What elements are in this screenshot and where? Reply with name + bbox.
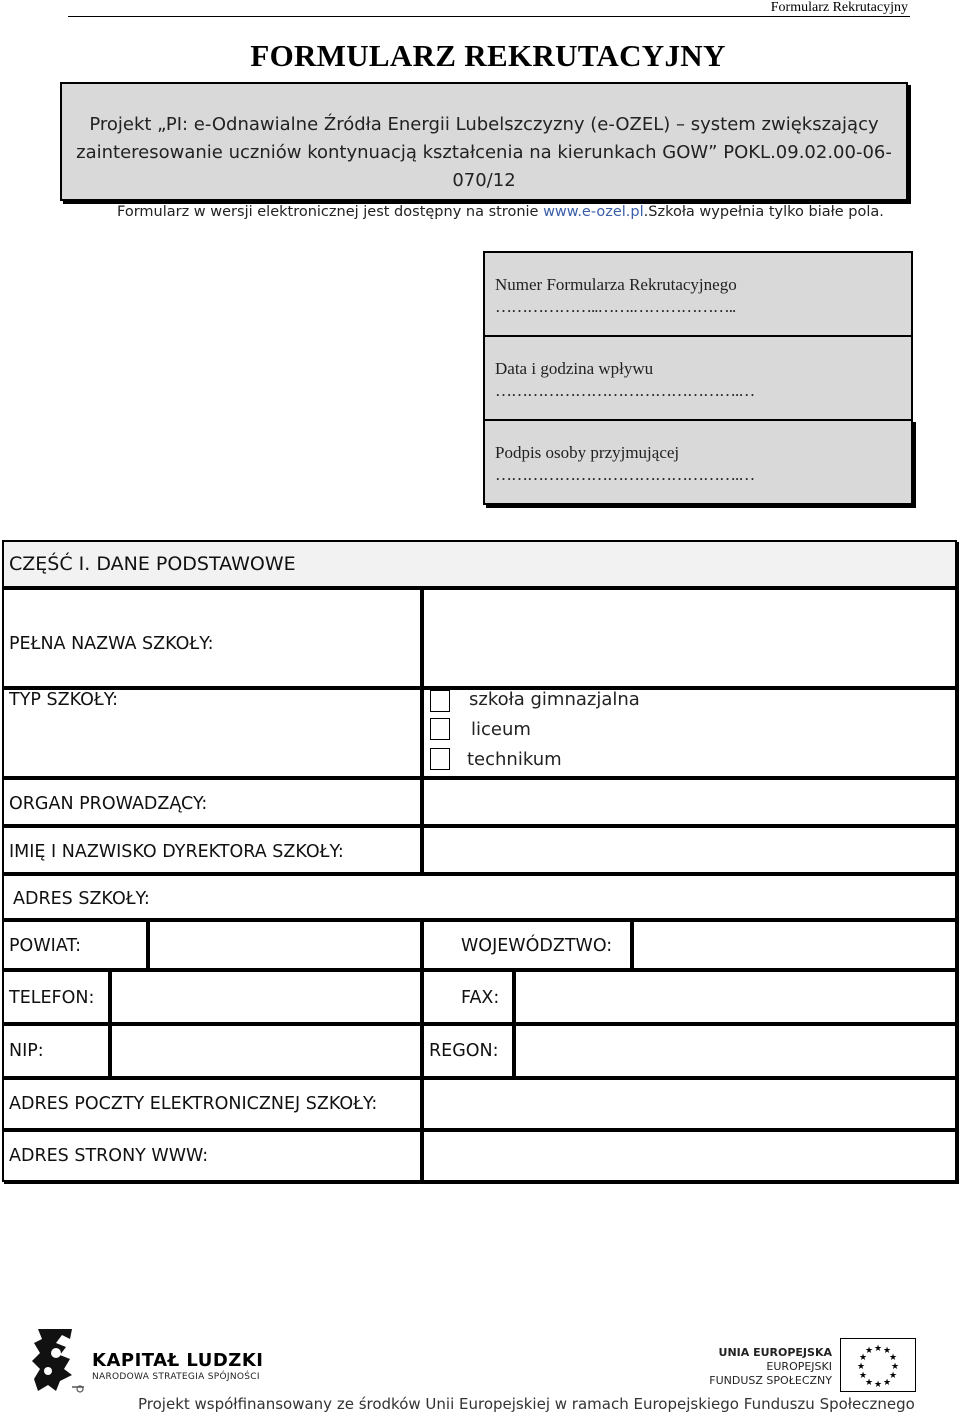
svg-text:★: ★ xyxy=(882,1378,892,1388)
svg-text:★: ★ xyxy=(873,1344,883,1354)
school-type-label: TYP SZKOŁY: xyxy=(9,690,118,710)
nip-field[interactable] xyxy=(110,1024,422,1078)
kapital-ludzki-logo-icon xyxy=(26,1325,88,1397)
eu-line-3: FUNDUSZ SPOŁECZNY xyxy=(709,1374,832,1387)
page-title: FORMULARZ REKRUTACYJNY xyxy=(250,38,726,73)
option-gymnasium: szkoła gimnazjalna xyxy=(469,689,640,710)
kapital-ludzki-subtitle: NARODOWA STRATEGIA SPÓJNOŚCI xyxy=(92,1372,260,1382)
checkbox-lyceum[interactable] xyxy=(430,718,450,740)
director-field[interactable] xyxy=(422,826,957,874)
regon-label: REGON: xyxy=(429,1041,499,1061)
svg-text:★: ★ xyxy=(882,1346,892,1356)
voivodeship-label: WOJEWÓDZTWO: xyxy=(461,936,613,956)
regon-field[interactable] xyxy=(514,1024,957,1078)
arrival-date-label: Data i godzina wpływu xyxy=(495,359,654,378)
svg-text:★: ★ xyxy=(890,1362,900,1372)
eu-line-2: EUROPEJSKI xyxy=(766,1360,832,1373)
running-header: Formularz Rekrutacyjny xyxy=(770,0,908,15)
fax-label-cell xyxy=(422,970,514,1024)
svg-text:★: ★ xyxy=(856,1362,866,1372)
website-link[interactable]: www.e-ozel.pl xyxy=(543,204,644,220)
footer-text: Projekt współfinansowany ze środków Unii Europejskiej w ramach Europejskiego Funduszu Społecznego xyxy=(138,1395,915,1413)
project-line-1: Projekt „PI: e-Odnawialne Źródła Energii Lubelszczyzny (e-OZEL) – system zwiększający xyxy=(89,114,879,135)
www-label: ADRES STRONY WWW: xyxy=(9,1146,209,1166)
note-prefix: Formularz w wersji elektronicznej jest dostępny na stronie xyxy=(117,204,544,220)
eu-caption xyxy=(700,1346,832,1388)
director-label: IMIĘ I NAZWISKO DYREKTORA SZKOŁY: xyxy=(9,842,344,862)
registration-number-box xyxy=(483,251,913,337)
phone-label: TELEFON: xyxy=(9,988,95,1008)
school-type-options-cell xyxy=(422,688,957,778)
county-label-cell xyxy=(2,920,148,970)
governing-body-label: ORGAN PROWADZĄCY: xyxy=(9,794,208,814)
voivodeship-field[interactable] xyxy=(632,920,957,970)
svg-text:★: ★ xyxy=(858,1353,868,1363)
nip-label: NIP: xyxy=(9,1041,44,1061)
availability-note xyxy=(117,204,884,220)
kapital-ludzki-title: KAPITAŁ LUDZKI xyxy=(92,1350,264,1371)
nip-label-cell xyxy=(2,1024,110,1078)
email-label: ADRES POCZTY ELEKTRONICZNEJ SZKOŁY: xyxy=(9,1094,378,1114)
eu-flag-icon xyxy=(840,1338,916,1392)
address-row[interactable] xyxy=(2,874,957,920)
school-name-label: PEŁNA NAZWA SZKOŁY: xyxy=(9,634,214,654)
svg-text:★: ★ xyxy=(888,1353,898,1363)
county-label: POWIAT: xyxy=(9,936,82,956)
governing-body-label-cell xyxy=(2,778,422,826)
phone-field[interactable] xyxy=(110,970,422,1024)
project-description xyxy=(60,111,908,195)
voivodeship-label-cell xyxy=(422,920,632,970)
www-field[interactable] xyxy=(422,1130,957,1182)
registration-number-dots: ………………..…….……………….. xyxy=(495,297,736,316)
option-technikum: technikum xyxy=(467,749,562,770)
svg-text:★: ★ xyxy=(888,1371,898,1381)
regon-label-cell xyxy=(422,1024,514,1078)
receiver-signature-box xyxy=(483,419,913,505)
option-lyceum: liceum xyxy=(471,719,531,740)
phone-label-cell xyxy=(2,970,110,1024)
email-field[interactable] xyxy=(422,1078,957,1130)
school-type-label-cell xyxy=(2,688,422,778)
email-label-cell xyxy=(2,1078,422,1130)
address-label: ADRES SZKOŁY: xyxy=(13,889,150,909)
svg-text:★: ★ xyxy=(873,1380,883,1390)
fax-label: FAX: xyxy=(461,988,500,1008)
www-label-cell xyxy=(2,1130,422,1182)
receiver-signature-dots: ……………………………………….… xyxy=(495,465,755,484)
registration-number-label: Numer Formularza Rekrutacyjnego xyxy=(495,275,737,294)
section-header xyxy=(2,540,957,588)
director-label-cell xyxy=(2,826,422,874)
checkbox-technikum[interactable] xyxy=(430,748,450,770)
county-field[interactable] xyxy=(148,920,422,970)
header-rule xyxy=(68,16,910,17)
svg-text:★: ★ xyxy=(858,1371,868,1381)
school-name-field[interactable] xyxy=(422,588,957,688)
section-title: CZĘŚĆ I. DANE PODSTAWOWE xyxy=(9,553,296,575)
note-suffix: .Szkoła wypełnia tylko białe pola. xyxy=(643,204,884,220)
receiver-signature-label: Podpis osoby przyjmującej xyxy=(495,443,680,462)
arrival-date-dots: ……………………………………….… xyxy=(495,381,755,400)
arrival-date-box xyxy=(483,335,913,421)
school-name-label-cell xyxy=(2,588,422,688)
checkbox-gymnasium[interactable] xyxy=(430,690,450,712)
project-line-2: zainteresowanie uczniów kontynuacją kształcenia na kierunkach GOW” POKL.09.02.00-06-070/12 xyxy=(76,142,892,191)
eu-line-1: UNIA EUROPEJSKA xyxy=(718,1346,832,1359)
fax-field[interactable] xyxy=(514,970,957,1024)
svg-text:★: ★ xyxy=(864,1346,874,1356)
governing-body-field[interactable] xyxy=(422,778,957,826)
svg-text:★: ★ xyxy=(864,1378,874,1388)
